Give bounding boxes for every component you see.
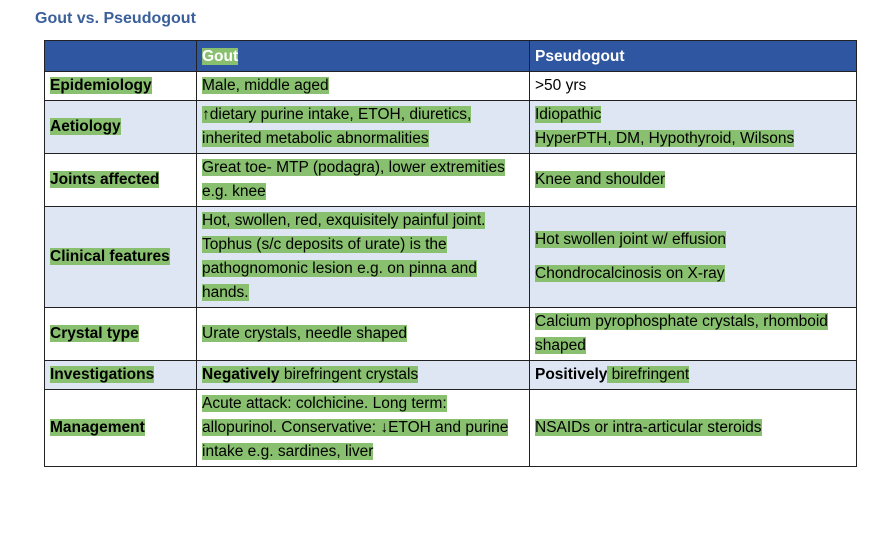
gout-cell: Male, middle aged — [197, 72, 530, 101]
pseudogout-cell: Knee and shoulder — [530, 154, 857, 207]
page-title: Gout vs. Pseudogout — [35, 10, 196, 27]
gout-cell: Great toe- MTP (podagra), lower extremities e.g. knee — [197, 154, 530, 207]
row-label: Joints affected — [45, 154, 197, 207]
table-row — [45, 154, 857, 207]
table-row — [45, 308, 857, 361]
header-row — [45, 41, 857, 72]
header-blank — [45, 41, 197, 72]
gout-cell: ↑dietary purine intake, ETOH, diuretics, inherited metabolic abnormalities — [197, 101, 530, 154]
pseudogout-cell: NSAIDs or intra-articular steroids — [530, 390, 857, 467]
gout-cell: Urate crystals, needle shaped — [197, 308, 530, 361]
pseudogout-cell: Idiopathic HyperPTH, DM, Hypothyroid, Wilsons — [530, 101, 857, 154]
gout-cell: Acute attack: colchicine. Long term: allopurinol. Conservative: ↓ETOH and purine intake e.g. sardines, liver — [197, 390, 530, 467]
header-gout: Gout — [197, 41, 530, 72]
pseudogout-cell: Calcium pyrophosphate crystals, rhomboid shaped — [530, 308, 857, 361]
pseudogout-cell: >50 yrs — [530, 72, 857, 101]
header-pseudogout: Pseudogout — [530, 41, 857, 72]
row-label: Epidemiology — [45, 72, 197, 101]
row-label: Management — [45, 390, 197, 467]
row-label: Clinical features — [45, 207, 197, 308]
pseudogout-cell: Positively birefringent — [530, 361, 857, 390]
gout-cell: Negatively birefringent crystals — [197, 361, 530, 390]
comparison-table — [44, 40, 857, 467]
row-label: Crystal type — [45, 308, 197, 361]
table-row — [45, 361, 857, 390]
row-label: Aetiology — [45, 101, 197, 154]
table-row — [45, 207, 857, 308]
table-row — [45, 390, 857, 467]
pseudogout-cell: Hot swollen joint w/ effusion Chondrocalcinosis on X-ray — [530, 207, 857, 308]
gout-cell: Hot, swollen, red, exquisitely painful joint. Tophus (s/c deposits of urate) is the pathognomonic lesion e.g. on pinna and hands. — [197, 207, 530, 308]
row-label: Investigations — [45, 361, 197, 390]
table-row — [45, 72, 857, 101]
table-row — [45, 101, 857, 154]
